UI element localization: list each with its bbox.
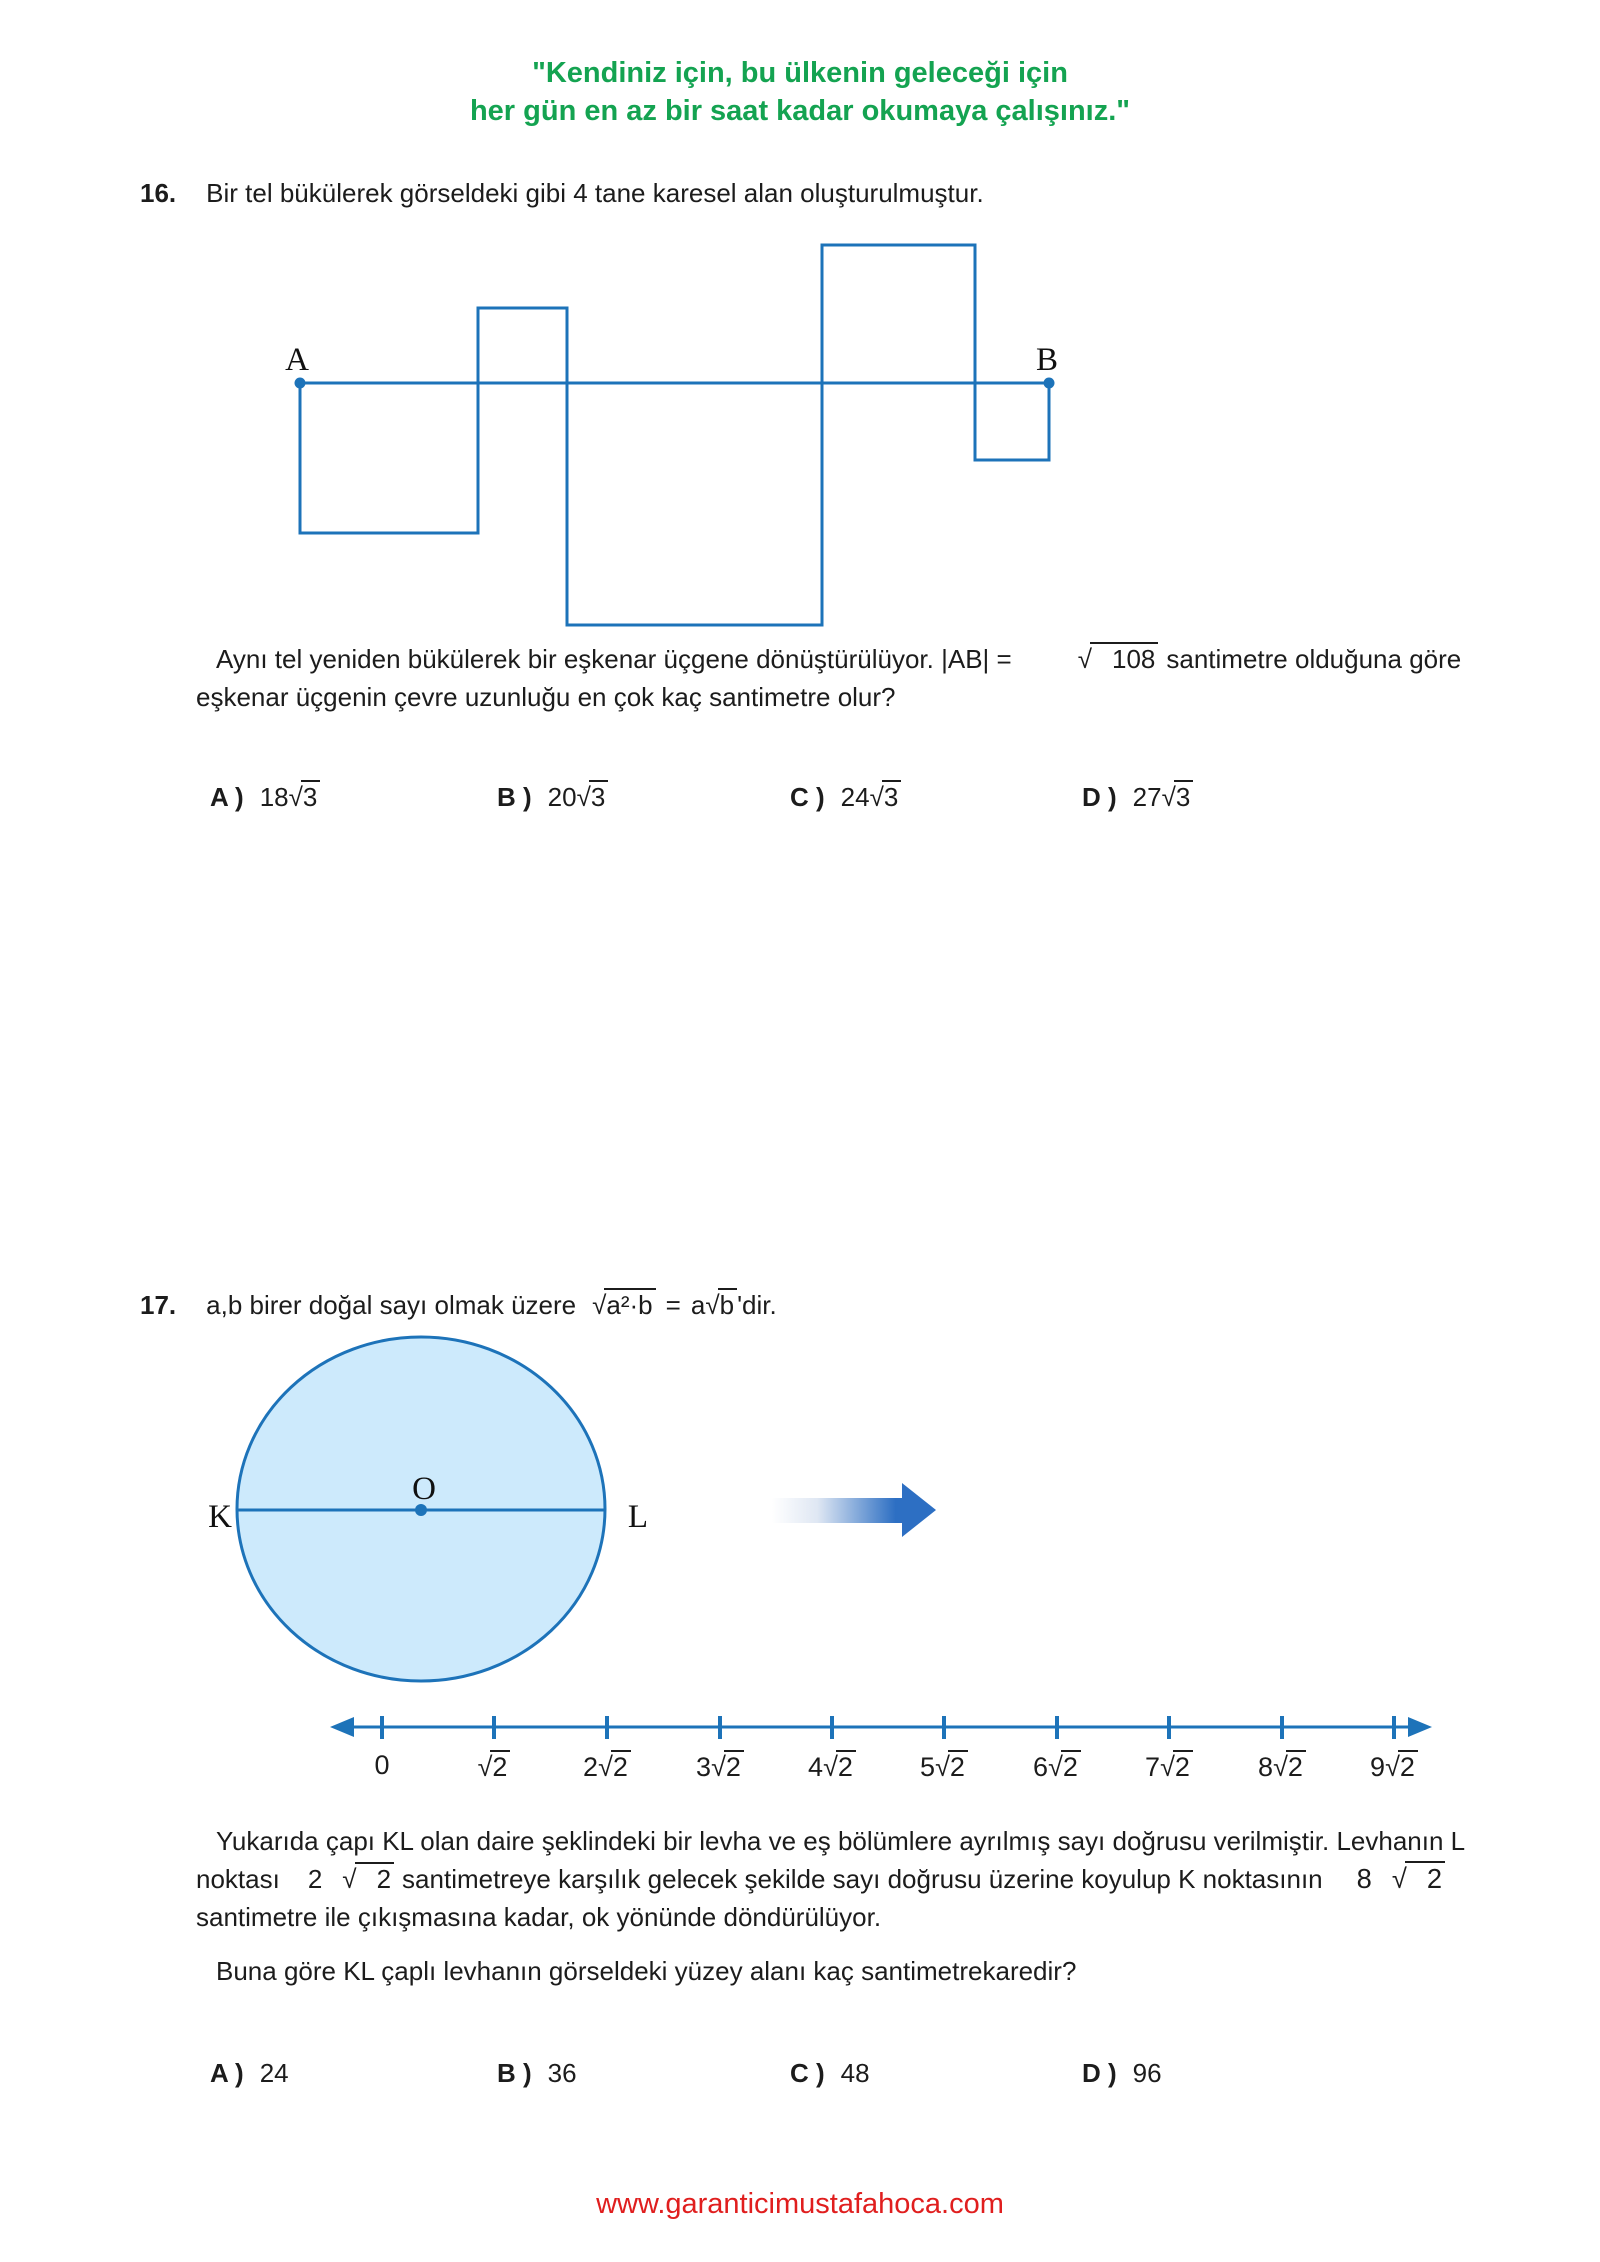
question-17-number: 17. <box>140 1290 177 1320</box>
q16-paragraph-part1: Aynı tel yeniden bükülerek bir eşkenar üçgene dönüştürülüyor. |AB| = <box>216 644 1012 674</box>
wire-square-3 <box>567 383 822 625</box>
tick-label-3sqrt2: 3√2 <box>675 1750 765 1783</box>
point-b-label: B <box>1035 342 1059 378</box>
option-value: 18√3 <box>260 782 321 812</box>
option-letter: A ) <box>210 782 244 812</box>
point-a-dot <box>295 378 306 389</box>
tick-label-5sqrt2: 5√2 <box>899 1750 989 1783</box>
radical-icon: √ <box>342 1864 357 1894</box>
option-letter: C ) <box>790 782 825 812</box>
sqrt-3: √3 <box>1162 780 1194 810</box>
q16-paragraph <box>196 640 1476 716</box>
radical-icon: √ <box>1385 1752 1400 1782</box>
option-letter: C ) <box>790 2058 825 2088</box>
question-16-number: 16. <box>140 178 177 208</box>
wire-squares-figure <box>280 235 1070 635</box>
sqrt-2sqrt2: 2 √ 2 <box>288 1862 394 1892</box>
radical-icon: √ <box>477 1752 493 1782</box>
radical-icon: √ <box>935 1752 950 1782</box>
footer-url: www.garanticimustafahoca.com <box>596 2188 1004 2220</box>
option-letter: B ) <box>497 782 532 812</box>
option-16-b <box>497 780 608 813</box>
tick-label-sqrt2: √2 <box>449 1750 539 1783</box>
question-16 <box>140 178 984 209</box>
arrow-head-icon <box>902 1483 936 1537</box>
option-17-b <box>497 2058 577 2089</box>
arrow-shaft <box>772 1498 902 1523</box>
radical-icon: √ <box>288 782 303 812</box>
sqrt-8sqrt2: 8 √ 2 <box>1337 1861 1445 1892</box>
right-arrow-icon <box>1408 1717 1432 1737</box>
option-17-d <box>1082 2058 1162 2089</box>
rhs-coef: a <box>690 1290 706 1320</box>
wire-square-2 <box>478 308 567 383</box>
option-17-a <box>210 2058 289 2089</box>
radical-icon: √ <box>711 1752 726 1782</box>
q17-paragraph-part1: Yukarıda çapı KL olan daire şeklindeki bir levha ve eş bölümlere ayrılmış sayı doğrusu verilmiştir. Levhanın L noktası <box>196 1826 1465 1894</box>
radical-icon: √ <box>1391 1863 1407 1894</box>
sqrt-3: √3 <box>870 780 902 810</box>
radical-icon: √ <box>1161 782 1176 812</box>
center-o-label: O <box>412 1471 436 1507</box>
option-17-c <box>790 2058 870 2089</box>
q17-paragraph-part3: santimetre ile çıkışmasına kadar, ok yönünde döndürülüyor. <box>196 1902 882 1932</box>
option-letter: B ) <box>497 2058 532 2088</box>
radical-icon: √ <box>1160 1752 1175 1782</box>
question-16-prompt: Bir tel bükülerek görseldeki gibi 4 tane karesel alan oluşturulmuştur. <box>206 178 984 208</box>
option-16-a <box>210 780 320 813</box>
radical-icon: √ <box>1077 644 1092 674</box>
sqrt-108: √ 108 <box>1038 642 1159 672</box>
option-16-c <box>790 780 901 813</box>
left-arrow-icon <box>330 1717 354 1737</box>
sqrt-b: √b <box>705 1288 737 1318</box>
disc-figure <box>170 1325 690 1695</box>
option-value: 24√3 <box>841 782 902 812</box>
q17-paragraph <box>196 1822 1476 1936</box>
wire-square-1 <box>300 383 478 533</box>
sqrt-a2b: √a²·b <box>592 1288 656 1318</box>
option-value: 96 <box>1132 2058 1162 2088</box>
equals-sign: = <box>665 1290 681 1320</box>
motivation-quote <box>0 54 1600 130</box>
option-letter: A ) <box>210 2058 244 2088</box>
tick-label-0: 0 <box>374 1750 390 1780</box>
tick-label-2sqrt2: 2√2 <box>562 1750 652 1783</box>
point-l-label: L <box>627 1499 649 1535</box>
radical-icon: √ <box>1048 1752 1063 1782</box>
point-k-label: K <box>208 1499 232 1535</box>
q16-paragraph-part2: santimetre olduğuna göre eşkenar üçgenin çevre uzunluğu en çok kaç santimetre olur? <box>196 644 1462 712</box>
question-17 <box>140 1288 777 1321</box>
radical-icon: √ <box>598 1752 613 1782</box>
option-value: 36 <box>547 2058 577 2088</box>
tick-label-9sqrt2: 9√2 <box>1349 1750 1439 1783</box>
sqrt-3: √3 <box>289 780 321 810</box>
option-letter: D ) <box>1082 2058 1117 2088</box>
option-value: 48 <box>840 2058 870 2088</box>
option-letter: D ) <box>1082 782 1117 812</box>
radical-icon: √ <box>705 1290 720 1320</box>
tick-label-4sqrt2: 4√2 <box>787 1750 877 1783</box>
option-16-d <box>1082 780 1193 813</box>
q17-paragraph-part2: santimetreye karşılık gelecek şekilde sayı doğrusu üzerine koyulup K noktasının <box>402 1864 1323 1894</box>
question-17-intro: a,b birer doğal sayı olmak üzere <box>206 1290 577 1320</box>
wire-square-4 <box>822 245 975 383</box>
radical-icon: √ <box>823 1752 838 1782</box>
radical-icon: √ <box>592 1290 607 1320</box>
tick-label-6sqrt2: 6√2 <box>1012 1750 1102 1783</box>
option-value: 24 <box>259 2058 289 2088</box>
point-a-label: A <box>285 342 309 378</box>
motivation-quote-line1: "Kendiniz için, bu ülkenin geleceği için <box>532 57 1068 89</box>
formula-suffix: 'dir. <box>737 1290 777 1320</box>
motivation-quote-line2: her gün en az bir saat kadar okumaya çalışınız." <box>469 95 1131 127</box>
option-value: 27√3 <box>1133 782 1194 812</box>
tick-label-7sqrt2: 7√2 <box>1124 1750 1214 1783</box>
q17-formula <box>592 1290 777 1320</box>
radical-icon: √ <box>576 782 591 812</box>
wire-square-5 <box>975 383 1049 460</box>
tick-label-8sqrt2: 8√2 <box>1237 1750 1327 1783</box>
point-b-dot <box>1044 378 1055 389</box>
radical-icon: √ <box>1273 1752 1288 1782</box>
sqrt-3: √3 <box>577 780 609 810</box>
number-line <box>320 1703 1450 1749</box>
radical-icon: √ <box>869 782 884 812</box>
option-value: 20√3 <box>548 782 609 812</box>
q17-question: Buna göre KL çaplı levhanın görseldeki yüzey alanı kaç santimetrekaredir? <box>216 1956 1077 1986</box>
